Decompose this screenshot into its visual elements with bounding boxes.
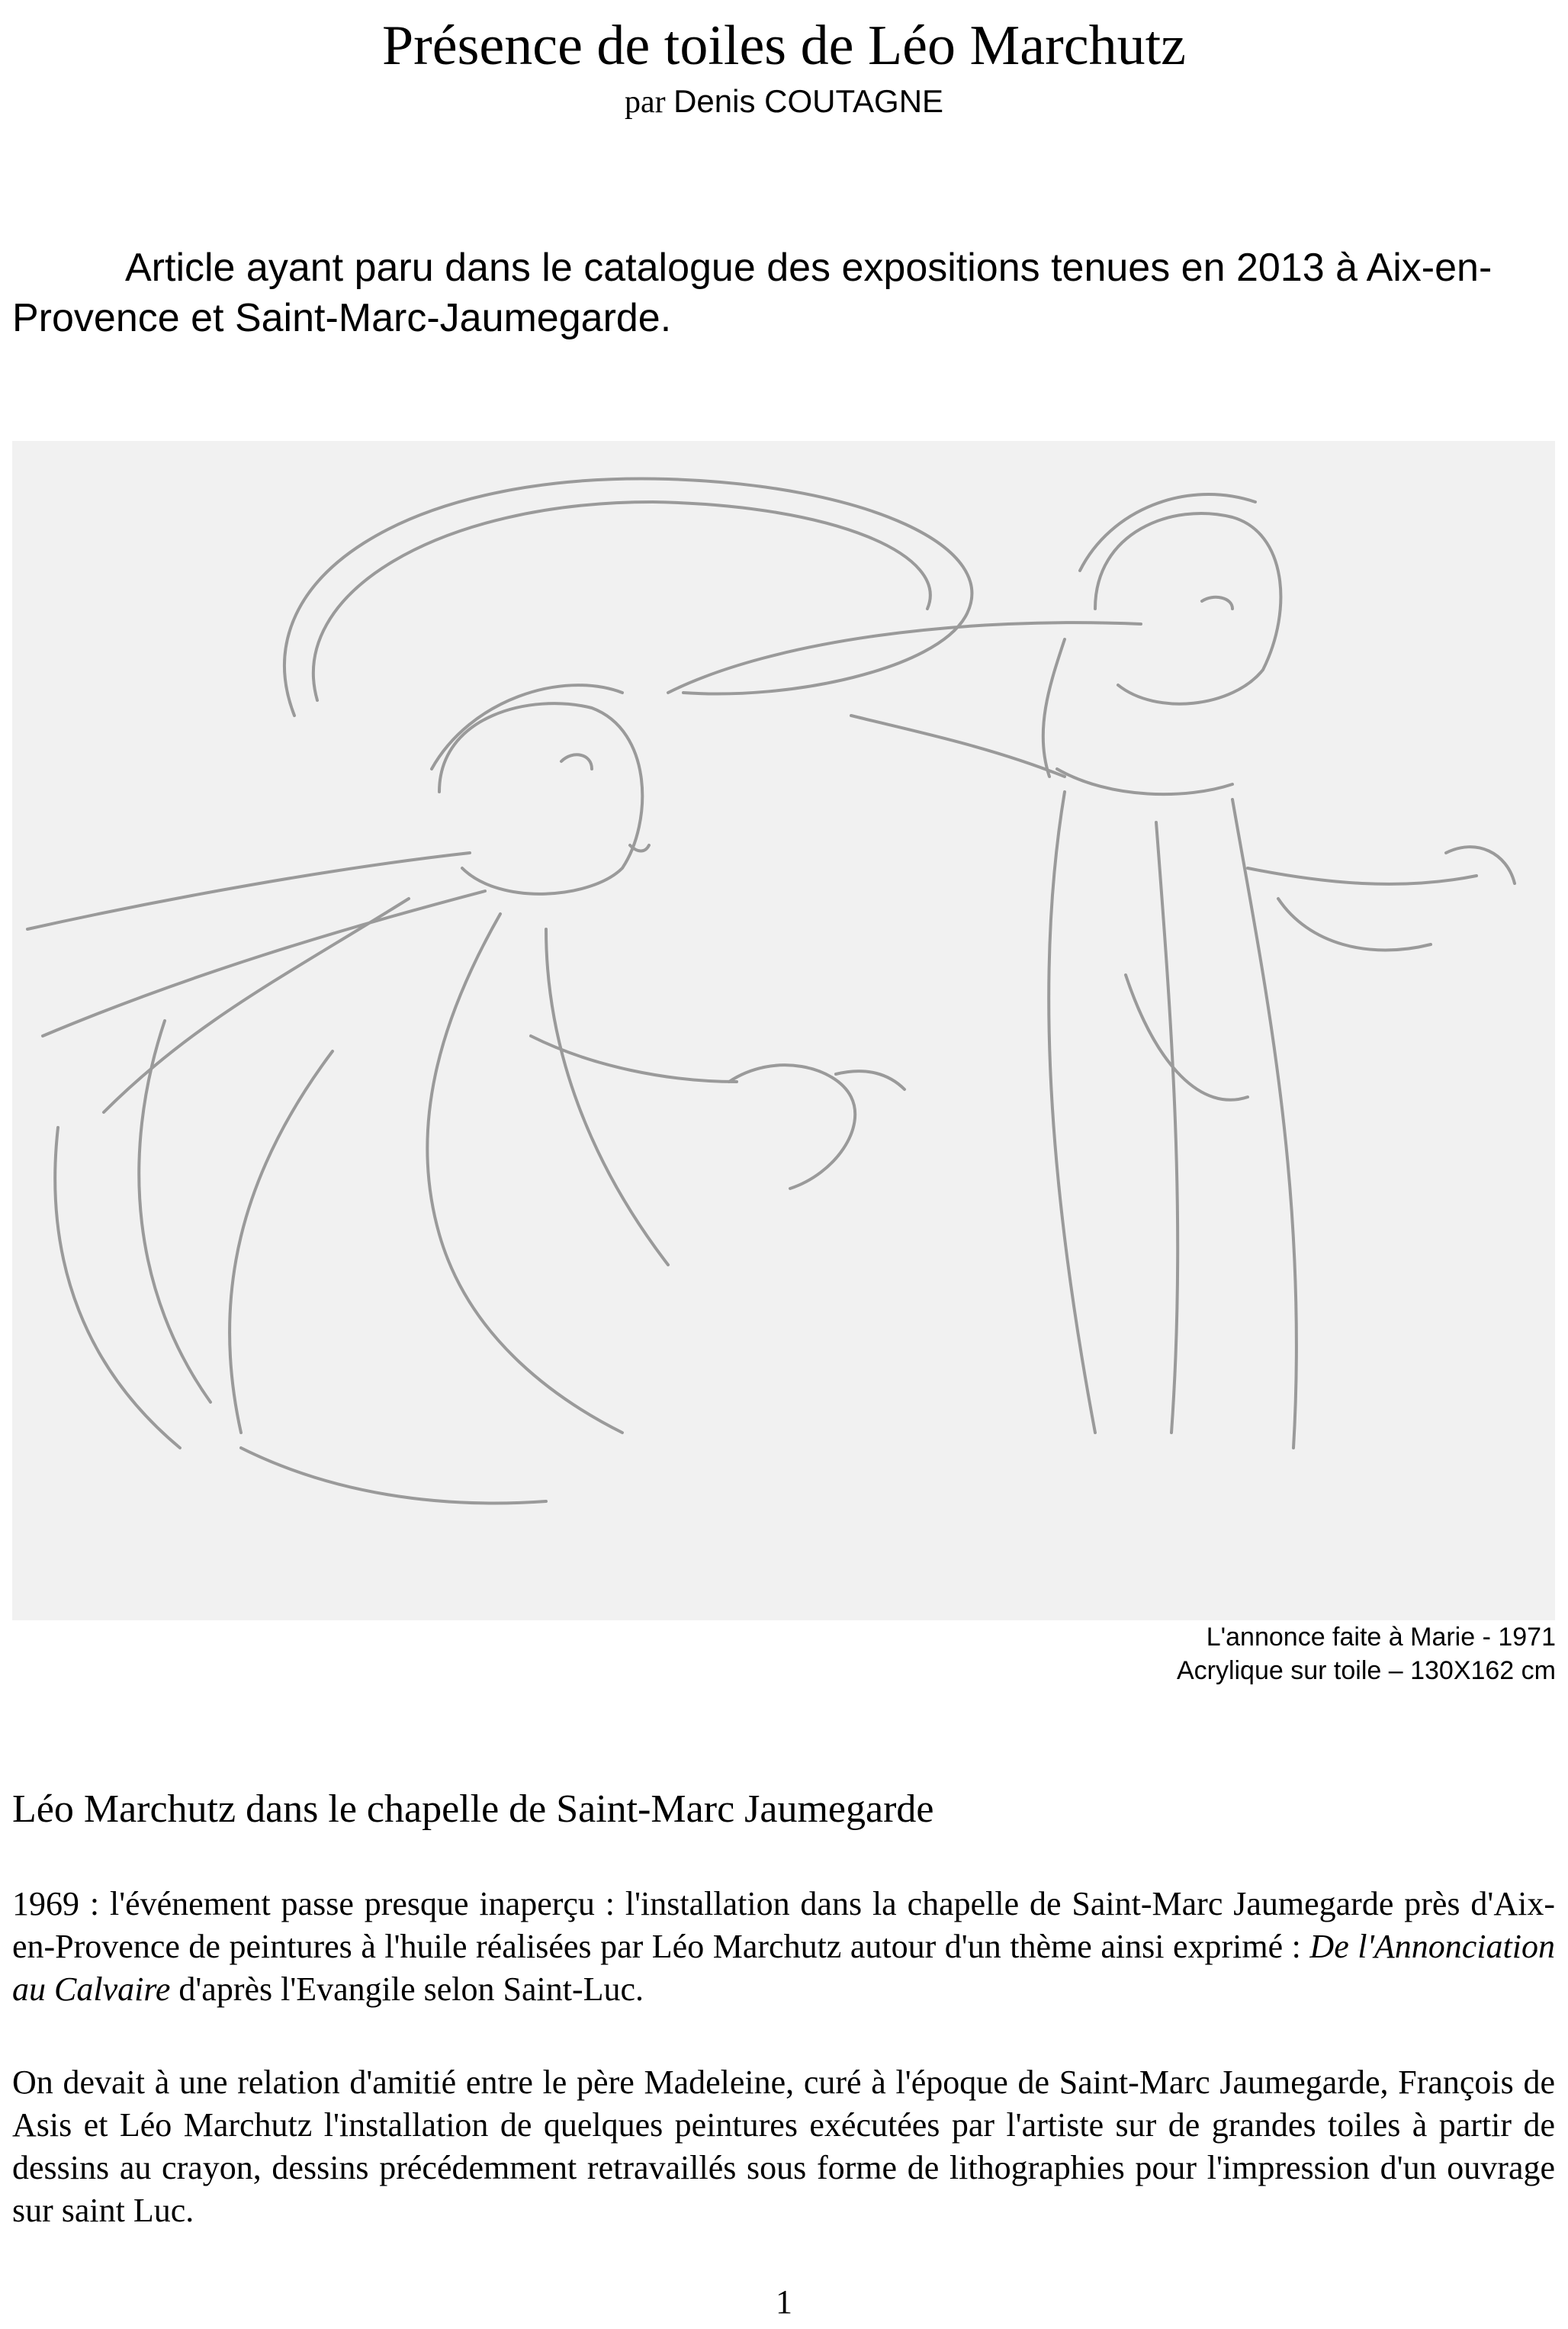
angel-robe-1 [546, 929, 668, 1265]
mary-robe-left [1049, 792, 1095, 1433]
angel-robe-5 [241, 1448, 546, 1503]
caption-title: L'annonce faite à Marie - 1971 [1206, 1623, 1556, 1652]
angel-robe-3 [139, 1021, 210, 1402]
mary-shoulders [1057, 769, 1232, 794]
angel-wing-left [27, 853, 470, 929]
angel-halo-stroke [284, 478, 972, 716]
angel-robe-4 [55, 1128, 180, 1448]
mary-robe-right [1232, 799, 1296, 1448]
paragraph-1-italic-title: De l'Annonciation au Calvaire [12, 1928, 1555, 2008]
document-title: Présence de toiles de Léo Marchutz [381, 14, 1187, 77]
mary-head [1095, 513, 1280, 704]
mary-robe-center [1156, 822, 1178, 1433]
mary-eye [1202, 597, 1232, 609]
section-heading: Léo Marchutz dans le chapelle de Saint-Marc Jaumegarde [12, 1787, 934, 1831]
angel-arm [531, 1036, 737, 1082]
mary-arm-left [851, 716, 1065, 777]
artwork-image [12, 441, 1555, 1620]
angel-hand [729, 1065, 855, 1189]
page-number: 1 [776, 2283, 792, 2321]
mary-sleeve [1278, 899, 1431, 951]
paragraph-1 [12, 1883, 1555, 2011]
mary-hair-2 [1043, 639, 1065, 777]
byline-prefix: par [624, 85, 674, 120]
angel-hair [432, 685, 622, 769]
angel-body [427, 914, 622, 1433]
author-name: Denis COUTAGNE [673, 83, 944, 119]
annunciation-drawing [12, 441, 1555, 1620]
paragraph-1-text-b: d'après l'Evangile selon Saint-Luc. [170, 1970, 644, 2008]
angel-robe-2 [230, 1051, 333, 1433]
paragraph-2: On devait à une relation d'amitié entre le père Madeleine, curé à l'époque de Saint-Marc Jaumegarde, François de Asis et Léo Marchutz l'installation de quelques peintures exécutées par l'artiste sur de grandes toiles à partir de dessins au crayon, dessins précédemment retravaillés sous forme de lithographies pour l'impression d'un ouvrage sur saint Luc. [12, 2064, 1555, 2229]
caption-medium: Acrylique sur toile – 130X162 cm [1176, 1656, 1556, 1685]
intro-note: Article ayant paru dans le catalogue des expositions tenues en 2013 à Aix-en-Provence et Saint-Marc-Jaumegarde. [12, 246, 1492, 340]
figure-caption [1177, 1620, 1556, 1687]
mary-hair [1080, 494, 1255, 571]
angel-head [439, 703, 642, 894]
mary-arm-right [1248, 868, 1476, 884]
angel-eye [561, 754, 592, 769]
angel-halo-stroke-2 [313, 502, 930, 700]
mary-robe-inner [1126, 975, 1248, 1100]
angel-fingers [836, 1071, 904, 1089]
paragraph-1-text-a: 1969 : l'événement passe presque inaperçu : l'installation dans la chapelle de Saint-Marc Jaumegarde près d'Aix-en-Provence de peintures à l'huile réalisées par Léo Marchutz autour d'un thème ainsi exprimé : [12, 1885, 1555, 1965]
byline [0, 82, 1568, 121]
angel-wing-sweep [668, 622, 1141, 693]
